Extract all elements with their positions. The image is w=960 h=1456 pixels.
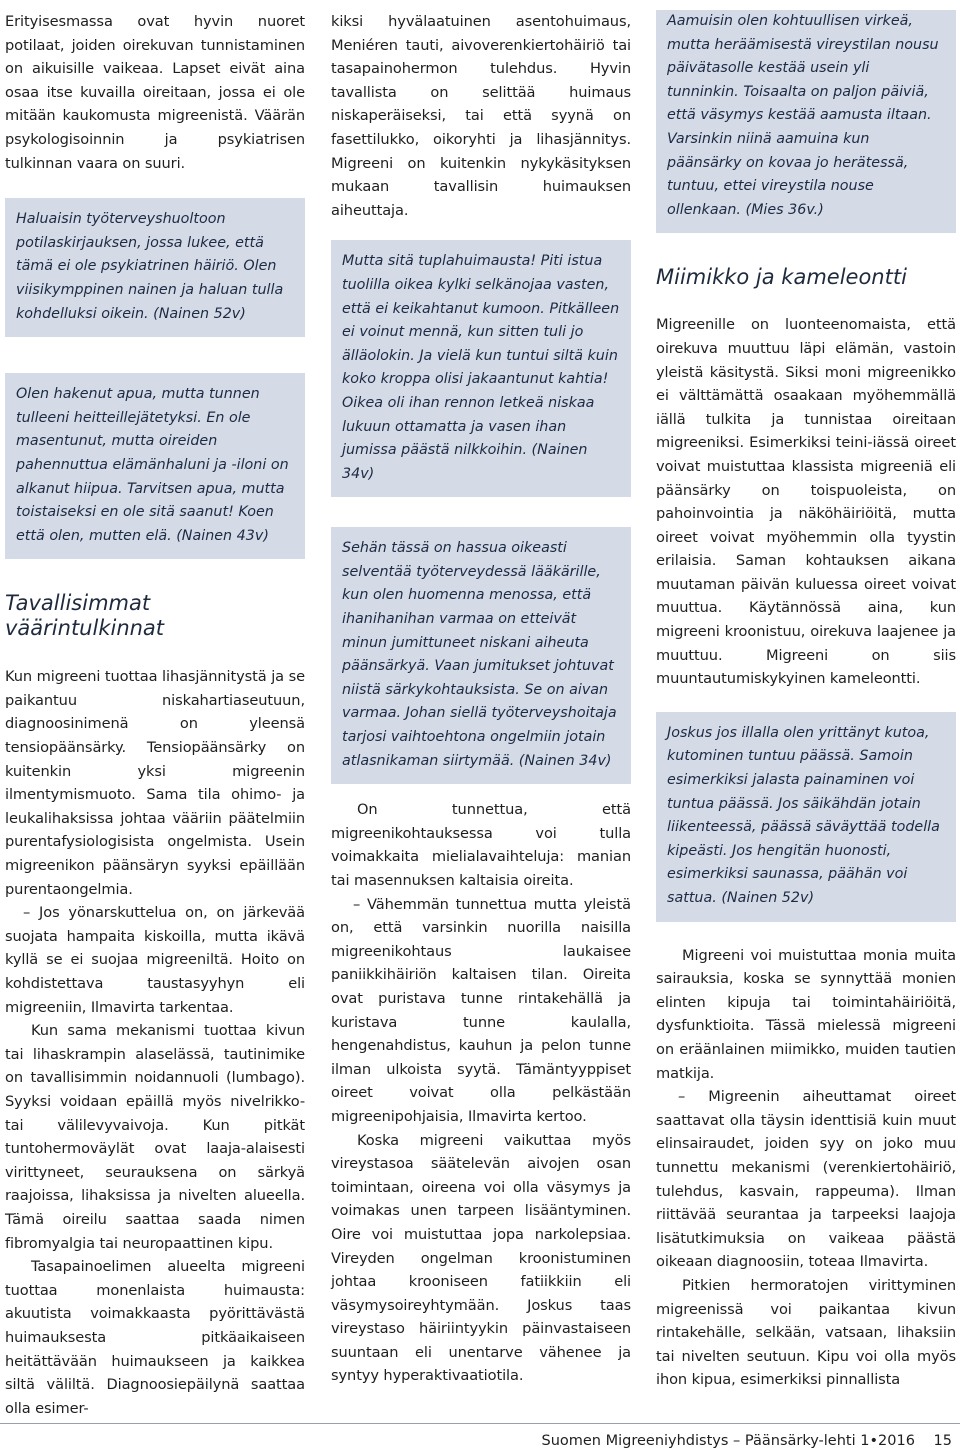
body-paragraph: – Vähemmän tunnettua mutta yleistä on, että varsinkin nuorilla naisilla migreenikohtaus laukaisee paniikkihäiriön kaltaisen tilan. Oireita ovat puristava tunne rintakehällä ja kuristava tunne kaulalla, hengenahdistus, kauhun ja pelon tunne ilman ulkoista syytä. Tämäntyyppiset oireet voivat olla pelkästään migreenipohjaisia, Ilmavirta kertoo.: [331, 895, 631, 1125]
body-paragraph: Migreeni voi muistuttaa monia muita sairauksia, koska se synnyttää monien elinten kipuja tai toimintahäiriöitä, dysfunktioita. Tässä mielessä migreeni on eräänlainen miimikko, muiden tautien matkija.: [656, 946, 956, 1082]
quote-text: Olen hakenut apua, mutta tunnen tulleeni heitteillejätetyksi. En ole masentunut, mutta oireiden pahennuttua elämänhaluni ja -iloni on alkanut hiipua. Tarvitsen apua, mutta toistaiseksi en ole sitä saanut! Koen että olen, mutten elä. (Nainen 43v): [16, 386, 289, 544]
quote-box: [656, 712, 956, 922]
quote-text: Joskus jos illalla olen yrittänyt kutoa, kutominen tuntuu päässä. Samoin esimerkiksi jalasta painaminen voi tuntua päässä. Jos säikähdän jotain liikenteessä, päässä säväyttää todella kipeästi. Jos hengitän huonosti, esimerkiksi saunassa, päähän voi sattua. (Nainen 52v): [667, 724, 940, 906]
quote-text: Haluaisin työterveyshuoltoon potilaskirjauksen, jossa lukee, että tämä ei ole psykiatrinen häiriö. Olen viisikymppinen nainen ja haluan tulla kohdelluksi oikein. (Nainen 52v): [16, 211, 284, 322]
column-2: [331, 10, 631, 1388]
section-heading: Tavallisimmat väärintulkinnat: [5, 591, 165, 641]
quote-text: Mutta sitä tuplahuimausta! Piti istua tuolilla oikea kylki selkänojaa vasten, että ei keikahtanut kumoon. Pitkälleen ei voinut mennä, kun sitten tuli jo älläolokin. Ja vielä kun tuntui siltä kuin koko kroppa olisi jakaantunut kahtia! Oikea oli ihan rennon letkeä niskaa lukuun ottamatta ja vasen ihan jumissa päästä nilkkoihin. (Nainen 34v): [342, 253, 620, 482]
column-1: [5, 10, 305, 1420]
quote-box: [331, 527, 631, 784]
body-paragraph: Koska migreeni vaikuttaa myös vireystasoa säätelevän aivojen osan toimintaan, oireena voi olla väsymys ja voimakas unen tarpeen lisääntyminen. Oire voi muistuttaa jopa narkolepsiaa. Vireyden ongelman kroonistuminen johtaa krooniseen fatiikkiin eli väsymysoireyhtymään. Joskus taas vireystaso häiriintyykin päinvastaiseen suuntaan eli unentarve vähenee ja syntyy hyperaktivaatiotila.: [331, 1131, 631, 1385]
quote-box: [5, 198, 305, 337]
quote-box: [331, 240, 631, 497]
body-paragraph: Kun migreeni tuottaa lihasjännitystä ja se paikantuu niskahartiaseutuun, diagnoosinimenä on yleensä tensiopäänsärky. Tensiopäänsärky on kuitenkin yksi migreenin ilmentymismuoto. Sama tila ohimo- ja leukalihaksissa johtaa vääriin päätelmiin purentafysiologisista ongelmista. Usein migreenikon päänsäryn syyksi epäillään purentaongelmia.: [5, 668, 305, 898]
column-3: [656, 10, 956, 1392]
footer-divider: [0, 1423, 960, 1424]
publication-name: Suomen Migreeniyhdistys – Päänsärky-lehti 1•2016: [541, 1433, 915, 1449]
body-paragraph: Kun sama mekanismi tuottaa kivun tai lihaskrampin alaselässä, tautinimike on tavallisimmin noidannuoli (lumbago). Syyksi voidaan epäillä myös nivelrikko- tai välilevyvaivoja. Kun pitkät tuntohermoväylät ovat laaja-alaisesti virittyneet, seurauksena on särkyä raajoissa, lihaksissa ja nivelten alueella. Tämä oireilu saattaa saada nimen fibromyalgia tai neuropaattinen kipu.: [5, 1022, 305, 1252]
section-heading: Miimikko ja kameleontti: [656, 265, 907, 290]
body-paragraph: Tasapainoelimen alueelta migreeni tuottaa monenlaista huimausta: akuutista voimakkaasta pyörittävästä huimauksesta pitkäaikaiseen heitättävään huimaukseen ja kaikkea siltä väliltä. Diagnoosiepäilynä saattaa olla esimer-: [5, 1258, 305, 1417]
quote-box: [656, 10, 956, 233]
body-paragraph: kiksi hyvälaatuinen asentohuimaus, Meniéren tauti, aivoverenkiertohäiriö tai tasapainohermon tulehdus. Hyvin tavallista on selittää huimaus niskaperäiseksi, tai että syynä on fasettilukko, oikoryhti ja lihasjännitys. Migreeni on kuitenkin nykykäsityksen mukaan tavallisin huimauksen aiheuttaja.: [331, 13, 631, 219]
body-paragraph: Migreenille on luonteenomaista, että oirekuva muuttuu läpi elämän, vastoin yleistä käsitystä. Siksi moni migreenikko ei välttämättä osaakaan myöhemmällä iällä tulkita ja tunnistaa oireitaan migreeniksi. Esimerkiksi teini-iässä oireet voivat muistuttaa klassista migreeniä eli päänsärky on toispuoleista, on pahoinvointia ja näköhäiriöitä, mutta oireet voivat myöhemmin olla tyystin erilaisia. Saman kohtauksen aikana muutaman päivän kuluessa oireet voivat muuttua. Käytännössä aina, kun migreeni kroonistuu, oirekuva laajenee ja muuttuu. Migreeni on siis muuntautumiskykyinen kameleontti.: [656, 316, 956, 688]
quote-box: [5, 373, 305, 559]
body-paragraph: Erityisesmassa ovat hyvin nuoret potilaat, joiden oirekuvan tunnistaminen on aikuisille vaikeaa. Lapset eivät aina osaa itse kuvailla oireitaan, jossa ei ole mitään kaukomusta migreenistä. Väärän psykologisoinnin ja psykiatrisen tulkinnan vaara on suuri.: [5, 13, 305, 172]
body-paragraph: – Jos yönarskuttelua on, on järkevää suojata hampaita kiskoilla, mutta ikävä kyllä se ei suojaa migreeniltä. Hoito on kohdistettava taustasyyhyn eli migreeniin, Ilmavirta tarkentaa.: [5, 904, 305, 1016]
page-number: 15: [933, 1433, 952, 1449]
page-footer: [541, 1433, 952, 1449]
quote-text: Sehän tässä on hassua oikeasti selventää työterveydessä lääkärille, kun olen huomenna menossa, että ihanihanihan varmaa on etteivät minun jumittuneet niskani aiheuta päänsärkyä. Vaan jumitukset johtuvat niistä särkykohtauksista. Se on aivan varmaa. Johan siellä työterveyshoitaja tarjosi vaihtoehtona ongelmiin jotain atlasnikaman siirtymää. (Nainen 34v): [342, 540, 617, 769]
body-paragraph: – Migreenin aiheuttamat oireet saattavat olla täysin identtisiä kuin muut elinsairaudet, joiden syy on joko muu tunnettu mekanismi (verenkiertohäiriö, tulehdus, kasvain, rappeuma). Ilman riittävää seurantaa ja tarpeeksi laajoja lisätutkimuksia on vaikeaa päästä oikeaan diagnoosiin, toteaa Ilmavirta.: [656, 1088, 956, 1271]
body-paragraph: On tunnettua, että migreenikohtauksessa voi tulla voimakkaita mielialavaihteluja: manian tai masennuksen kaltaisia oireita.: [331, 801, 631, 889]
body-paragraph: Pitkien hermoratojen virittyminen migreenissä voi paikantaa kivun rintakehälle, selkään, vatsaan, lihaksiin tai nivelten seutuun. Kipu voi olla myös ihon kipua, esimerkiksi pinnallista: [656, 1276, 956, 1389]
quote-text: Aamuisin olen kohtuullisen virkeä, mutta heräämisestä vireystilan nousu päivätasolle kestää usein yli tunninkin. Toisaalta on paljon päiviä, että väsymys kestää aamusta iltaan. Varsinkin niinä aamuina kun päänsärky on kovaa jo herätessä, tuntuu, ettei vireystila nouse ollenkaan. (Mies 36v.): [667, 13, 939, 218]
